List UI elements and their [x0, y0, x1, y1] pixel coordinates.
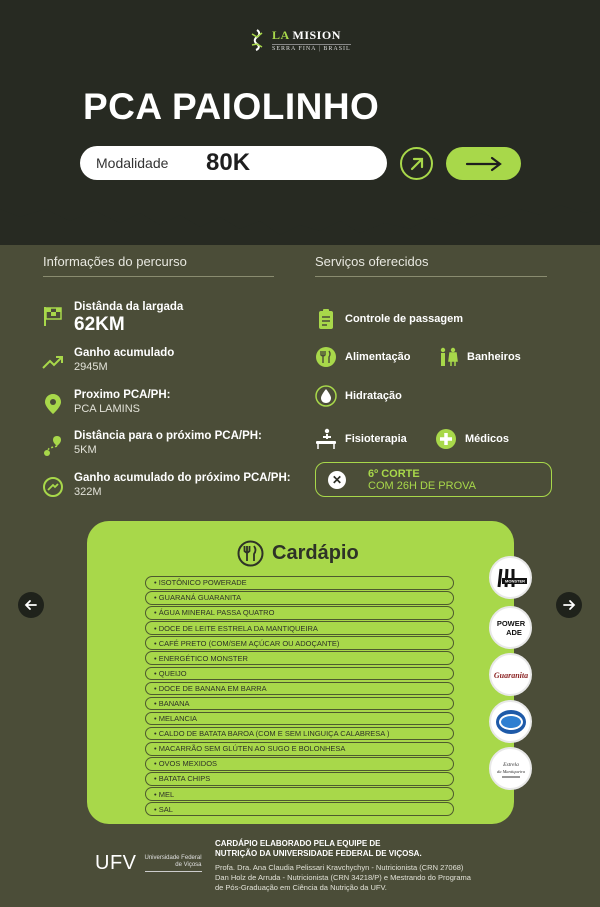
info-distance-start [42, 301, 183, 336]
cutoff-box [315, 462, 552, 497]
cutlery-icon [315, 346, 337, 368]
next-button[interactable] [446, 147, 521, 180]
menu-item: • OVOS MEXIDOS [145, 757, 454, 771]
service-label: Alimentação [345, 351, 411, 363]
sponsor-logo-estrela [489, 747, 532, 790]
guaranita-logo-icon [492, 663, 530, 687]
footer-line: Dan Holz de Arruda - Nutricionista (CRN 34218/P) e Mestrando do Programa [215, 873, 471, 882]
trend-up-icon [42, 351, 64, 373]
info-value: 2945M [74, 361, 108, 373]
sponsor-logo-passa-quatro [489, 700, 532, 743]
modality-value: 80K [206, 149, 251, 176]
menu-item: • GUARANÁ GUARANITA [145, 591, 454, 605]
service-hydration [315, 385, 402, 407]
footer-heading: NUTRIÇÃO DA UNIVERSIDADE FEDERAL DE VIÇOSA. [215, 849, 422, 858]
menu-heading [237, 540, 359, 567]
footer-line: de Pós-Graduação em Ciência da Nutrição da UFV. [215, 883, 387, 892]
arrow-left-icon [24, 598, 38, 612]
ufv-logo-text: UFV [95, 852, 137, 874]
svg-text:POWER: POWER [496, 618, 525, 628]
cutoff-subtitle: COM 26H DE PROVA [368, 479, 476, 492]
brand-tagline: SERRA FINA | BRASIL [272, 46, 351, 52]
service-label: Banheiros [467, 351, 521, 363]
arrow-right-icon [562, 598, 576, 612]
menu-item: • BATATA CHIPS [145, 772, 454, 786]
info-value: 5KM [74, 444, 97, 456]
menu-item: • DOCE DE BANANA EM BARRA [145, 682, 454, 696]
medical-cross-icon [435, 428, 457, 450]
svg-text:da Mantiqueira: da Mantiqueira [496, 768, 525, 774]
sponsor-logo-powerade [489, 606, 532, 649]
menu-item: • CAFÉ PRETO (COM/SEM AÇÚCAR OU ADOÇANTE) [145, 636, 454, 650]
menu-item: • ÁGUA MINERAL PASSA QUATRO [145, 606, 454, 620]
sponsor-name: Guaranita [493, 670, 528, 680]
page-title: PCA PAIOLINHO [83, 86, 380, 127]
passa-quatro-logo-icon [494, 707, 528, 737]
water-drop-icon [315, 385, 337, 407]
info-elevation-next [42, 472, 291, 498]
mountain-silhouette [0, 195, 600, 255]
cutoff-title: 6º CORTE [368, 467, 420, 480]
route-section-heading: Informações do percurso [43, 254, 274, 277]
service-restrooms [437, 346, 521, 368]
gauge-icon [42, 476, 64, 498]
menu-item: • ISOTÔNICO POWERADE [145, 576, 454, 590]
info-label: Ganho acumulado do próximo PCA/PH: [74, 472, 291, 484]
menu-item: • MELANCIA [145, 712, 454, 726]
menu-list [145, 576, 454, 818]
info-value: 62KM [74, 314, 125, 335]
ufv-logo [95, 852, 202, 875]
service-food [315, 346, 410, 368]
restroom-icon [437, 346, 459, 368]
svg-text:Estrela: Estrela [502, 761, 519, 768]
service-label: Fisioterapia [345, 433, 407, 445]
service-checkpoint-control [315, 308, 463, 330]
modality-label: Modalidade [96, 155, 169, 171]
route-icon [42, 434, 64, 456]
menu-item: • DOCE DE LEITE ESTRELA DA MANTIQUEIRA [145, 621, 454, 635]
powerade-logo-icon [492, 616, 530, 640]
service-doctors [435, 428, 509, 450]
previous-slide-button[interactable] [18, 592, 44, 618]
monster-logo-icon [494, 566, 528, 590]
close-icon: ✕ [328, 471, 346, 489]
info-next-checkpoint [42, 389, 171, 415]
svg-text:ADE: ADE [505, 627, 522, 637]
menu-item: • SAL [145, 802, 454, 816]
ufv-logo-sub: de Viçosa [175, 862, 202, 868]
info-label: Distânda da largada [74, 301, 184, 313]
sponsor-logo-guaranita [489, 653, 532, 696]
info-elevation-gain [42, 347, 174, 373]
service-label: Hidratação [345, 390, 402, 402]
brand-logo [248, 28, 351, 52]
footer-heading: CARDÁPIO ELABORADO PELA EQUIPE DE [215, 839, 381, 848]
modality-pill [80, 146, 387, 180]
brand-la: LA [272, 28, 290, 42]
services-section-heading: Serviços oferecidos [315, 254, 547, 277]
menu-item: • QUEIJO [145, 667, 454, 681]
lizard-logo-icon [248, 29, 266, 51]
menu-item: • CALDO DE BATATA BAROA (COM E SEM LINGUIÇA CALABRESA ) [145, 727, 454, 741]
footer-credits [215, 839, 515, 893]
cutlery-icon [237, 540, 264, 567]
service-physiotherapy [315, 428, 407, 450]
massage-icon [315, 428, 337, 450]
menu-item: • BANANA [145, 697, 454, 711]
brand-mision: MISION [292, 28, 341, 42]
service-label: Médicos [465, 433, 510, 445]
menu-title: Cardápio [272, 542, 359, 564]
service-label: Controle de passagem [345, 313, 463, 325]
menu-item: • ENERGÉTICO MONSTER [145, 651, 454, 665]
info-value: PCA LAMINS [74, 403, 141, 415]
info-label: Distância para o próximo PCA/PH: [74, 430, 262, 442]
map-pin-icon [42, 393, 64, 415]
info-label: Ganho acumulado [74, 347, 175, 359]
menu-item: • MEL [145, 787, 454, 801]
menu-item: • MACARRÃO SEM GLÚTEN AO SUGO E BOLONHESA [145, 742, 454, 756]
sponsor-name: MONSTER [504, 578, 525, 583]
next-slide-button[interactable] [556, 592, 582, 618]
ufv-logo-sub: Universidade Federal [144, 855, 202, 861]
info-value: 322M [74, 486, 102, 498]
info-distance-next [42, 430, 262, 456]
estrela-logo-icon [494, 754, 528, 784]
checkered-flag-icon [42, 305, 64, 327]
arrow-right-icon [465, 156, 503, 172]
sponsor-logo-monster [489, 556, 532, 599]
arrow-up-right-icon [409, 156, 425, 172]
footer-line: Profa. Dra. Ana Claudia Pelissari Kravchychyn - Nutricionista (CRN 27068) [215, 863, 464, 872]
info-label: Proximo PCA/PH: [74, 389, 171, 401]
open-external-button[interactable] [400, 147, 433, 180]
clipboard-icon [315, 308, 337, 330]
